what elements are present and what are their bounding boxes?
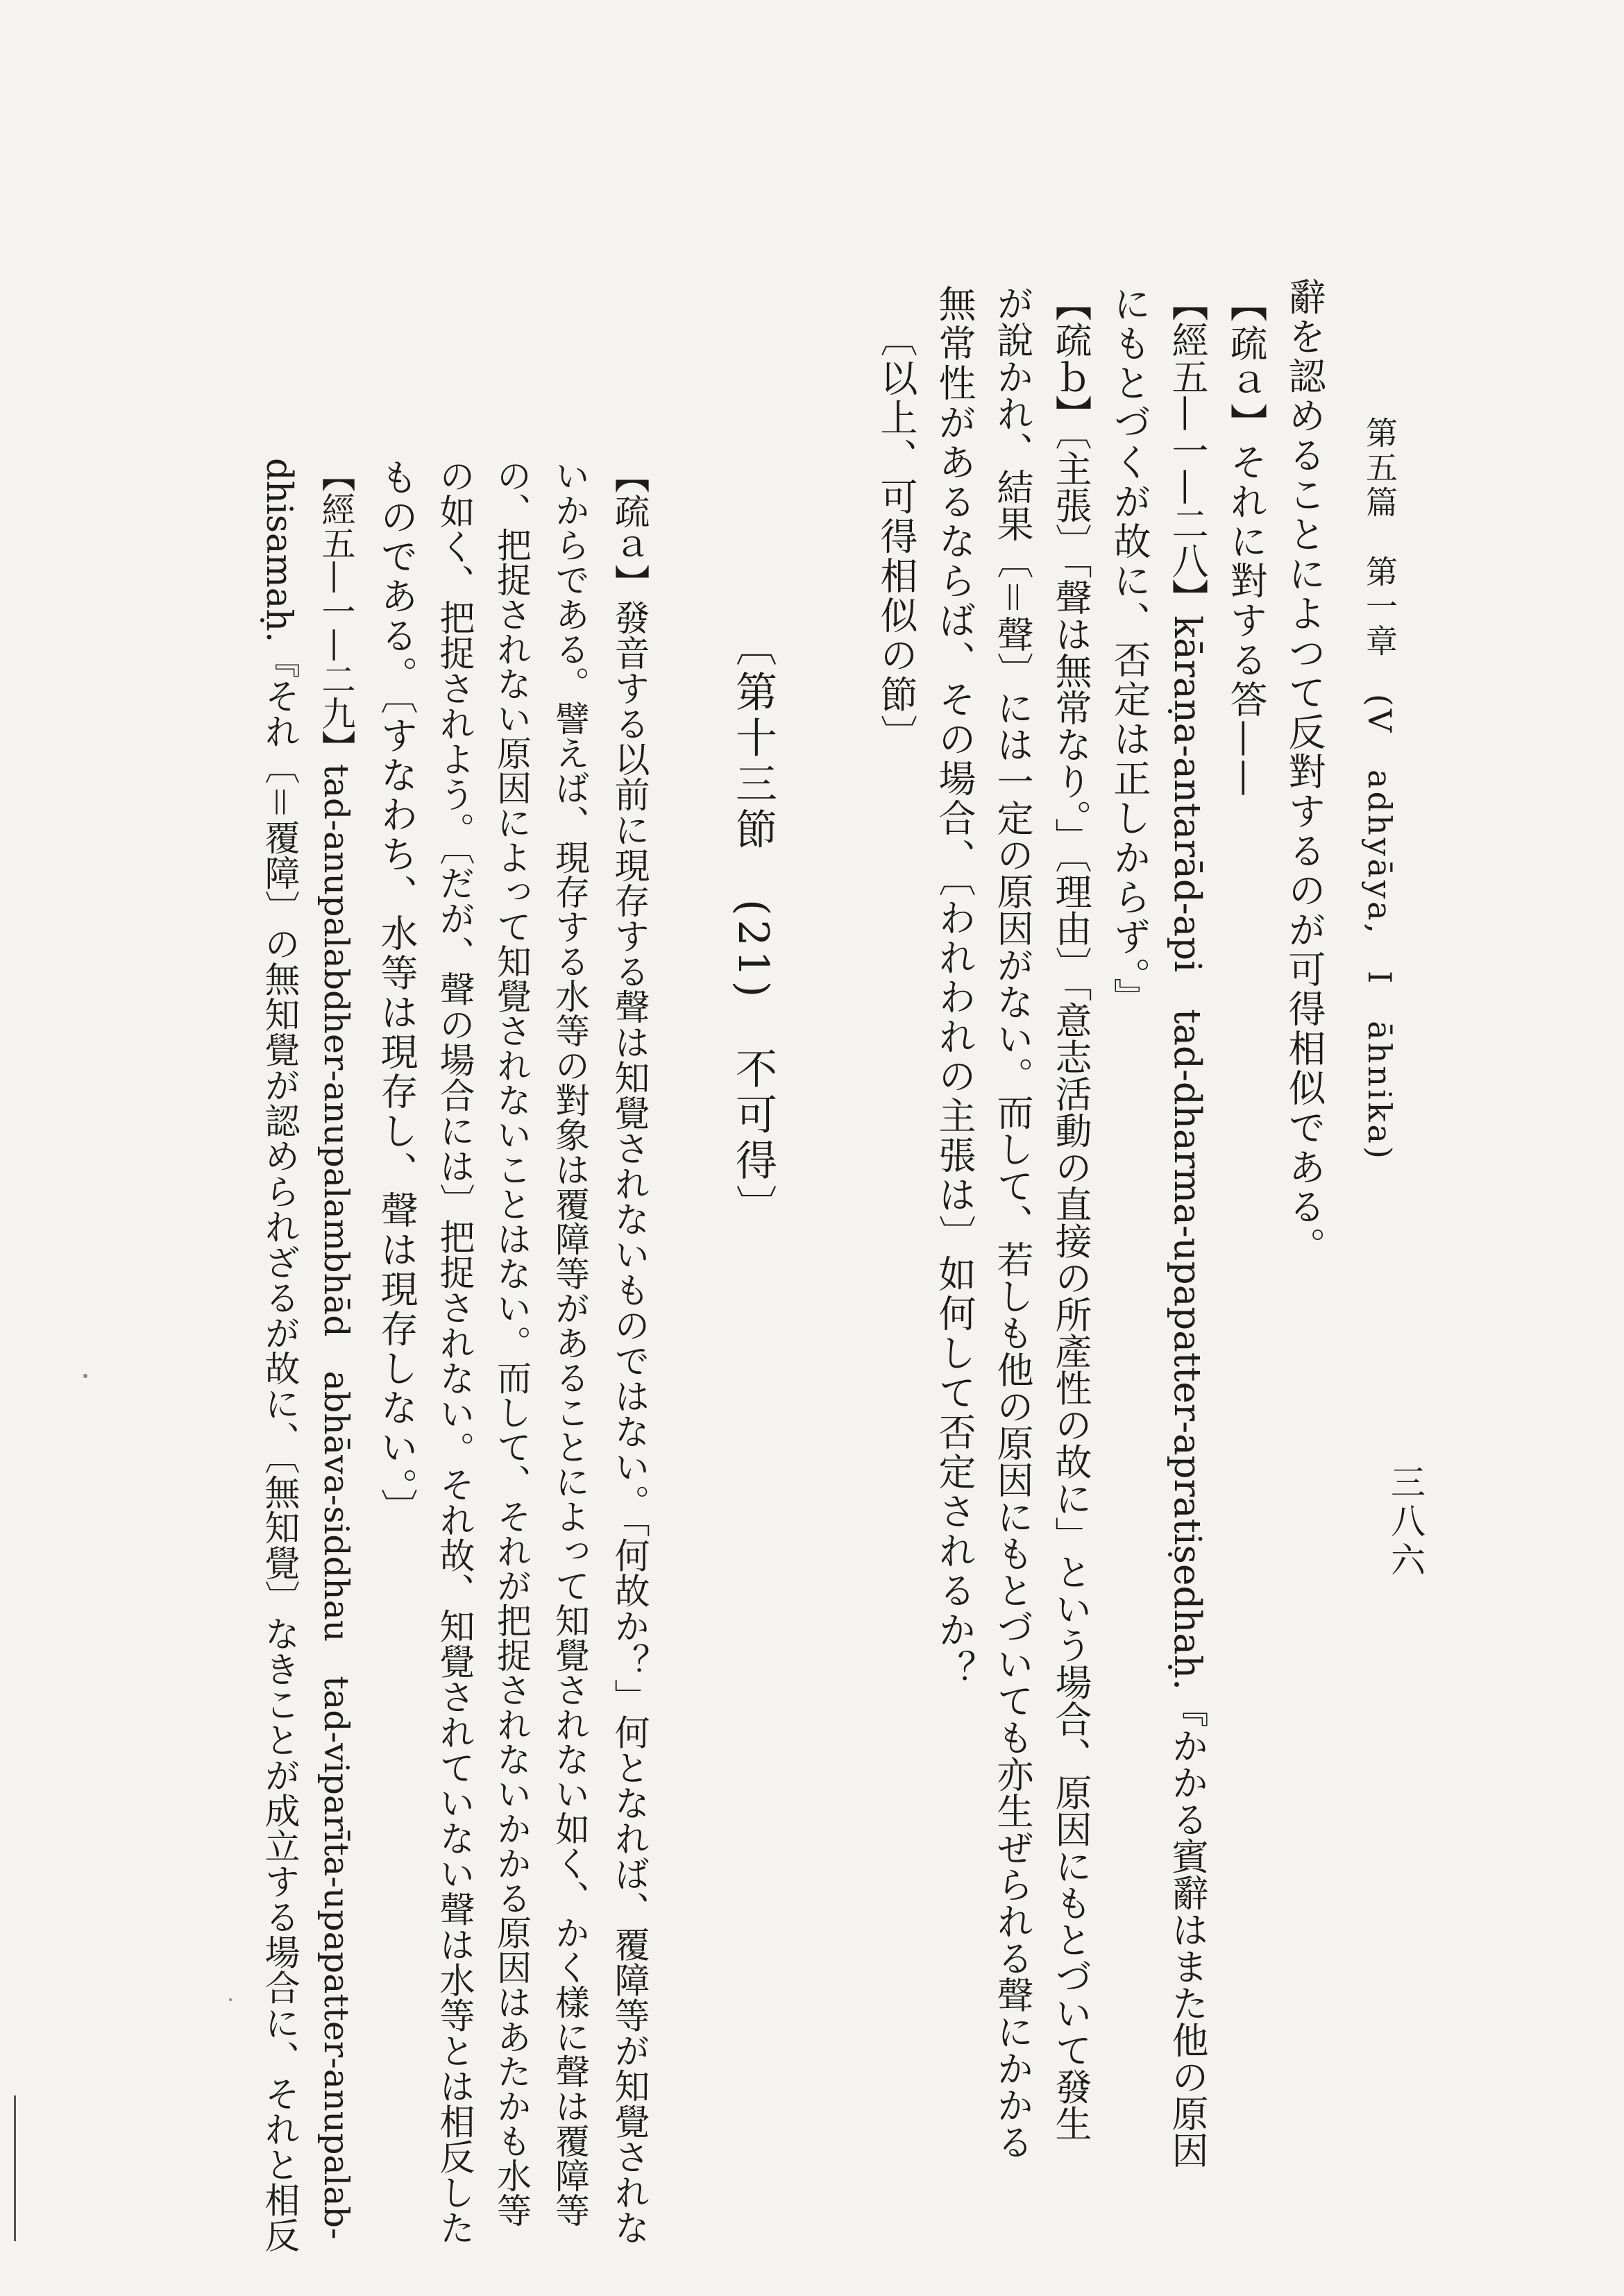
scan-speck <box>83 1374 87 1378</box>
text-line: 【經五—一—二九】tad-anupalabdher-anupalambhād abhāva-siddhau tad-viparīta-upapatter-anupalab- <box>316 458 356 2240</box>
text-line: 【疏ａ】發音する以前に現存する聲は知覺されないものではない。「何故か？」何となれば、覆障等が知覺されな <box>608 458 649 2245</box>
text-line: 【疏ａ】それに對する答—— <box>1224 284 1268 799</box>
text-line: の、把捉されない原因によって知覺されないことはない。而して、それが把捉されないかかる原因はあたかも水等 <box>491 458 532 2227</box>
scan-edge-mark <box>14 2095 16 2241</box>
text-line: にもとづくが故に、否定は正しからず。』 <box>1108 284 1151 1017</box>
text-line: ものである。〔すなわち、水等は現存し、聲は現存しない。〕 <box>375 458 418 1528</box>
text-line: dhisamaḥ.『それ〔＝覆障〕の無知覺が認められざるが故に、〔無知覺〕なきことが成立する場合に、それと相反 <box>258 458 299 2253</box>
text-line: 【疏ｂ】〔主張〕「聲は無常なり。」〔理由〕「意志活動の直接の所產性の故に」という場合、原因にもとづいて發生 <box>1049 284 1092 2142</box>
text-line: が說かれ、結果〔＝聲〕には一定の原因がない。而して、若しも他の原因にもとづいても亦生ぜられる聲にかかる <box>991 284 1033 2160</box>
text-line: いからである。譬えば、現存する水等の對象は覆障等があることによって知覺されない如く、かく樣に聲は覆障等 <box>550 458 590 2227</box>
text-line: 無常性があるならば、その場合、〔われわれの主張は〕如何して否定されるか？ <box>933 284 976 1690</box>
scan-speck <box>229 1998 232 2001</box>
page-number: 三八六 <box>1385 1464 1426 1581</box>
text-line: の如く、把捉されよう。〔だが、聲の場合には〕把捉されない。それ故、知覺されていない聲は水等とは相反した <box>433 458 474 2245</box>
text-line: 辭を認めることによつて反對するのが可得相似である。 <box>1283 278 1326 1266</box>
text-line: 【經五—一—二八】kāraṇa-antarād-api tad-dharma-upapatter-apratiṣedhaḥ.『かかる賓辭はまた他の原因 <box>1166 284 1208 2168</box>
section-title: 〔第十三節 (21) 不可得〕 <box>729 624 777 1231</box>
running-header: 第五篇 第一章 (V adhyāya, I āhnika) <box>1361 416 1398 1162</box>
text-line: 〔以上、可得相似の節〕 <box>874 319 918 754</box>
